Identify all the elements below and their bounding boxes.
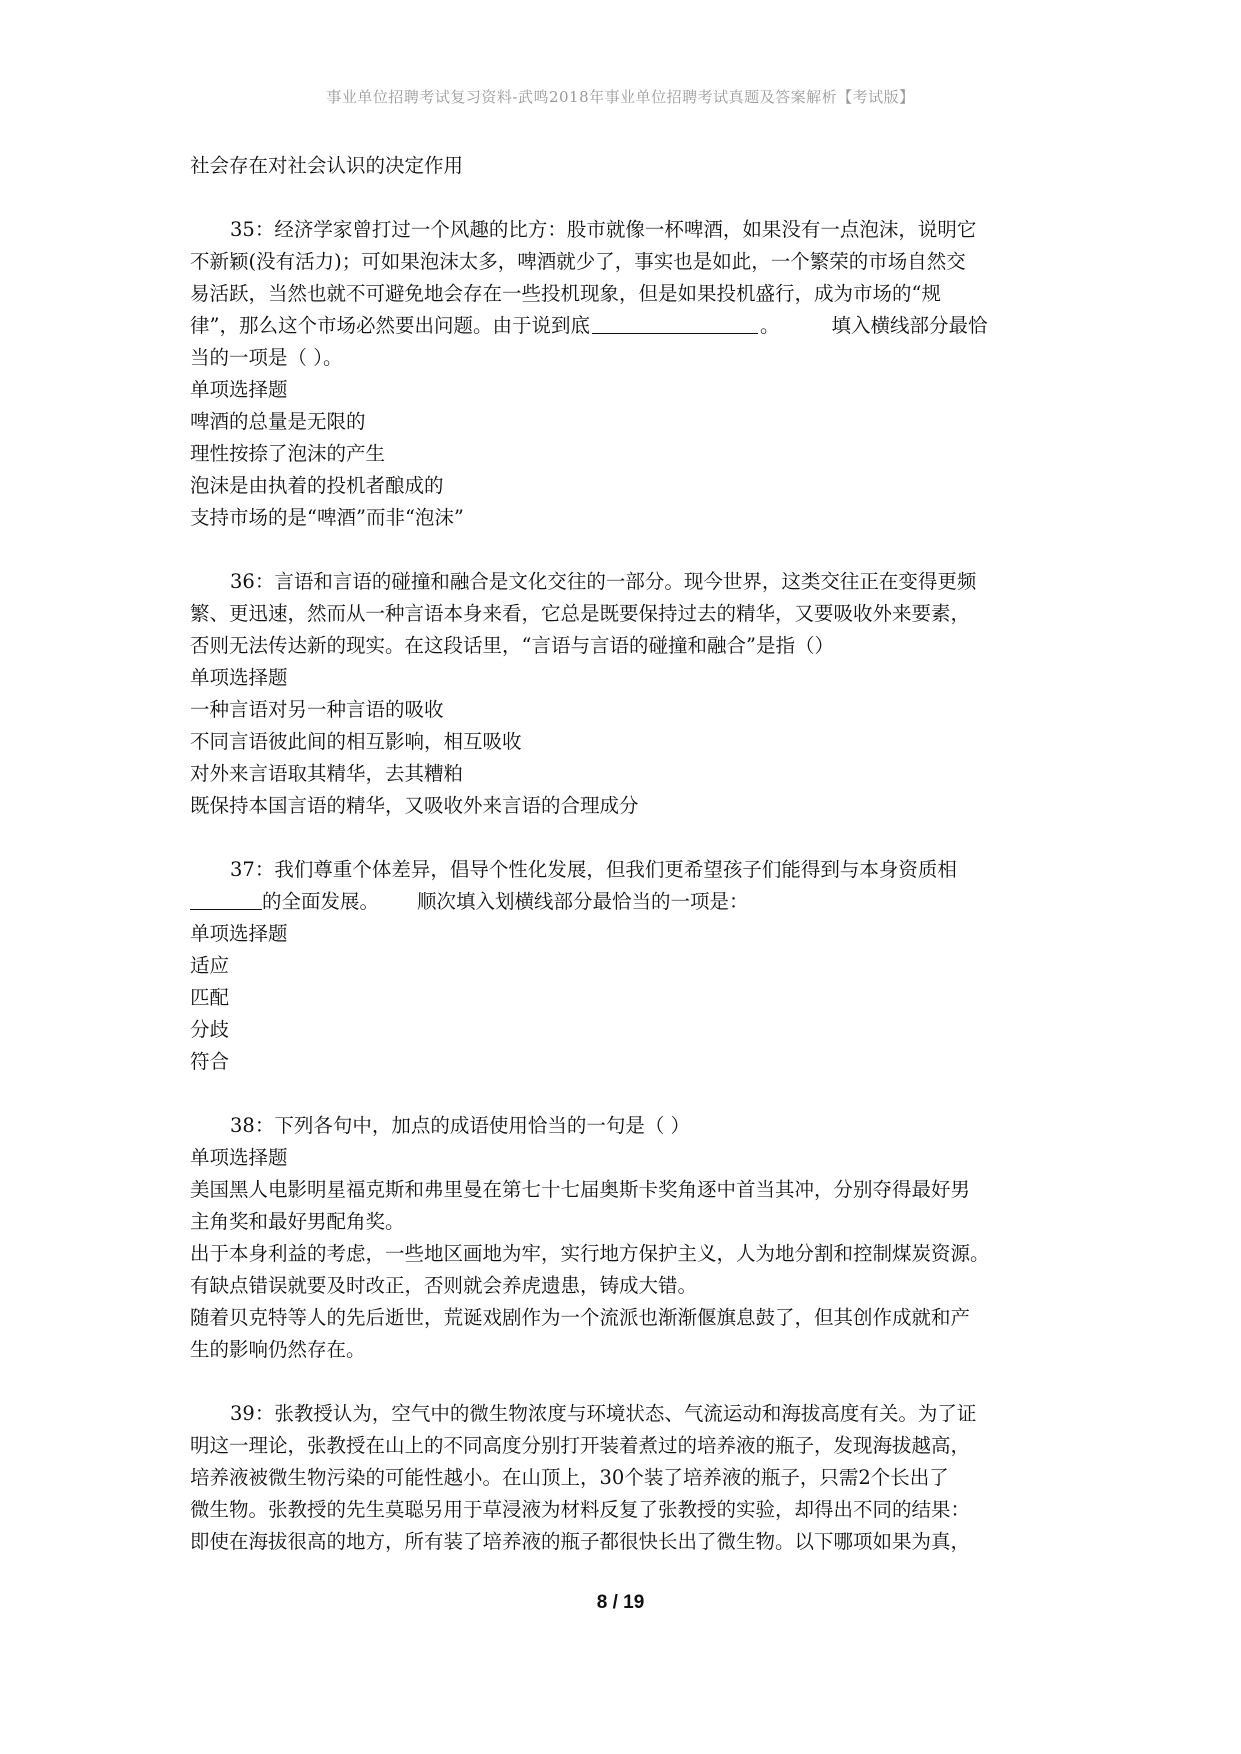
question-text-line: 繁、更迅速，然而从一种言语本身来看，它总是既要保持过去的精华，又要吸收外来要素， [190, 602, 971, 625]
question-text-line: 36：言语和言语的碰撞和融合是文化交往的一部分。现今世界，这类交往正在变得更频 [230, 570, 977, 593]
question-text-line: 37：我们尊重个体差异，倡导个性化发展，但我们更希望孩子们能得到与本身资质相 [230, 858, 957, 881]
question-text-line: 培养液被微生物污染的可能性越小。在山顶上，30个装了培养液的瓶子，只需2个长出了 [190, 1466, 949, 1489]
fill-blank [190, 889, 262, 910]
question-text-line: 即使在海拔很高的地方，所有装了培养液的瓶子都很快长出了微生物。以下哪项如果为真， [190, 1530, 971, 1553]
page-content [190, 150, 1058, 1558]
option: 对外来言语取其精华，去其糟粕 [190, 762, 464, 785]
page-header: 事业单位招聘考试复习资料-武鸣2018年事业单位招聘考试真题及答案解析【考试版】 [326, 88, 915, 106]
question-text-line: 35：经济学家曾打过一个风趣的比方：股市就像一杯啤酒，如果没有一点泡沫，说明它 [230, 218, 977, 241]
question-type: 单项选择题 [190, 922, 288, 945]
question-type: 单项选择题 [190, 378, 288, 401]
question-type: 单项选择题 [190, 1146, 288, 1169]
option: 既保持本国言语的精华，又吸收外来言语的合理成分 [190, 794, 639, 817]
question-37 [190, 854, 1058, 1078]
question-text-line: 易活跃，当然也就不可避免地会存在一些投机现象，但是如果投机盛行，成为市场的“规 [190, 282, 941, 305]
option-line: 出于本身利益的考虑，一些地区画地为牢，实行地方保护主义，人为地分割和控制煤炭资源。 [190, 1242, 990, 1265]
option-line: 主角奖和最好男配角奖。 [190, 1210, 405, 1233]
option: 符合 [190, 1050, 230, 1073]
option: 适应 [190, 954, 230, 977]
question-text-line: 39：张教授认为，空气中的微生物浓度与环境状态、气流运动和海拔高度有关。为了证 [230, 1402, 977, 1425]
question-38 [190, 1110, 1058, 1366]
option: 一种言语对另一种言语的吸收 [190, 698, 444, 721]
option: 啤酒的总量是无限的 [190, 410, 366, 433]
question-text-line: 的全面发展。 顺次填入划横线部分最恰当的一项是： [190, 886, 1058, 918]
question-35 [190, 214, 1058, 534]
question-39 [190, 1398, 1058, 1558]
option: 支持市场的是“啤酒”而非“泡沫” [190, 506, 464, 529]
question-type: 单项选择题 [190, 666, 288, 689]
option: 不同言语彼此间的相互影响，相互吸收 [190, 730, 522, 753]
option-line: 随着贝克特等人的先后逝世，荒诞戏剧作为一个流派也渐渐偃旗息鼓了，但其创作成就和产 [190, 1306, 971, 1329]
question-36 [190, 566, 1058, 822]
question-text-line: 微生物。张教授的先生莫聪另用于草浸液为材料反复了张教授的实验，却得出不同的结果： [190, 1498, 971, 1521]
option: 理性按捺了泡沫的产生 [190, 442, 386, 465]
question-text-line: 否则无法传达新的现实。在这段话里，“言语与言语的碰撞和融合”是指（） [190, 634, 834, 657]
question-text-line: 明这一理论，张教授在山上的不同高度分别打开装着煮过的培养液的瓶子，发现海拔越高， [190, 1434, 971, 1457]
question-text-line: 38：下列各句中，加点的成语使用恰当的一句是（ ） [230, 1114, 691, 1137]
question-text-line: 律”，那么这个市场必然要出问题。由于说到底 。 填入横线部分最恰 [190, 314, 988, 337]
question-text-line: 当的一项是（ ）。 [190, 346, 343, 369]
option-line: 有缺点错误就要及时改正，否则就会养虎遗患，铸成大错。 [190, 1274, 698, 1297]
carryover-text: 社会存在对社会认识的决定作用 [190, 154, 464, 177]
option: 泡沫是由执着的投机者酿成的 [190, 474, 444, 497]
option: 匹配 [190, 986, 230, 1009]
option-line: 生的影响仍然存在。 [190, 1338, 366, 1361]
question-text-line: 不新颖(没有活力)；可如果泡沫太多，啤酒就少了，事实也是如此，一个繁荣的市场自然交 [190, 250, 966, 273]
fill-blank [592, 313, 758, 334]
option: 分歧 [190, 1018, 230, 1041]
page-number: 8 / 19 [596, 1592, 645, 1613]
option-line: 美国黑人电影明星福克斯和弗里曼在第七十七届奥斯卡奖角逐中首当其冲，分别夺得最好男 [190, 1178, 971, 1201]
